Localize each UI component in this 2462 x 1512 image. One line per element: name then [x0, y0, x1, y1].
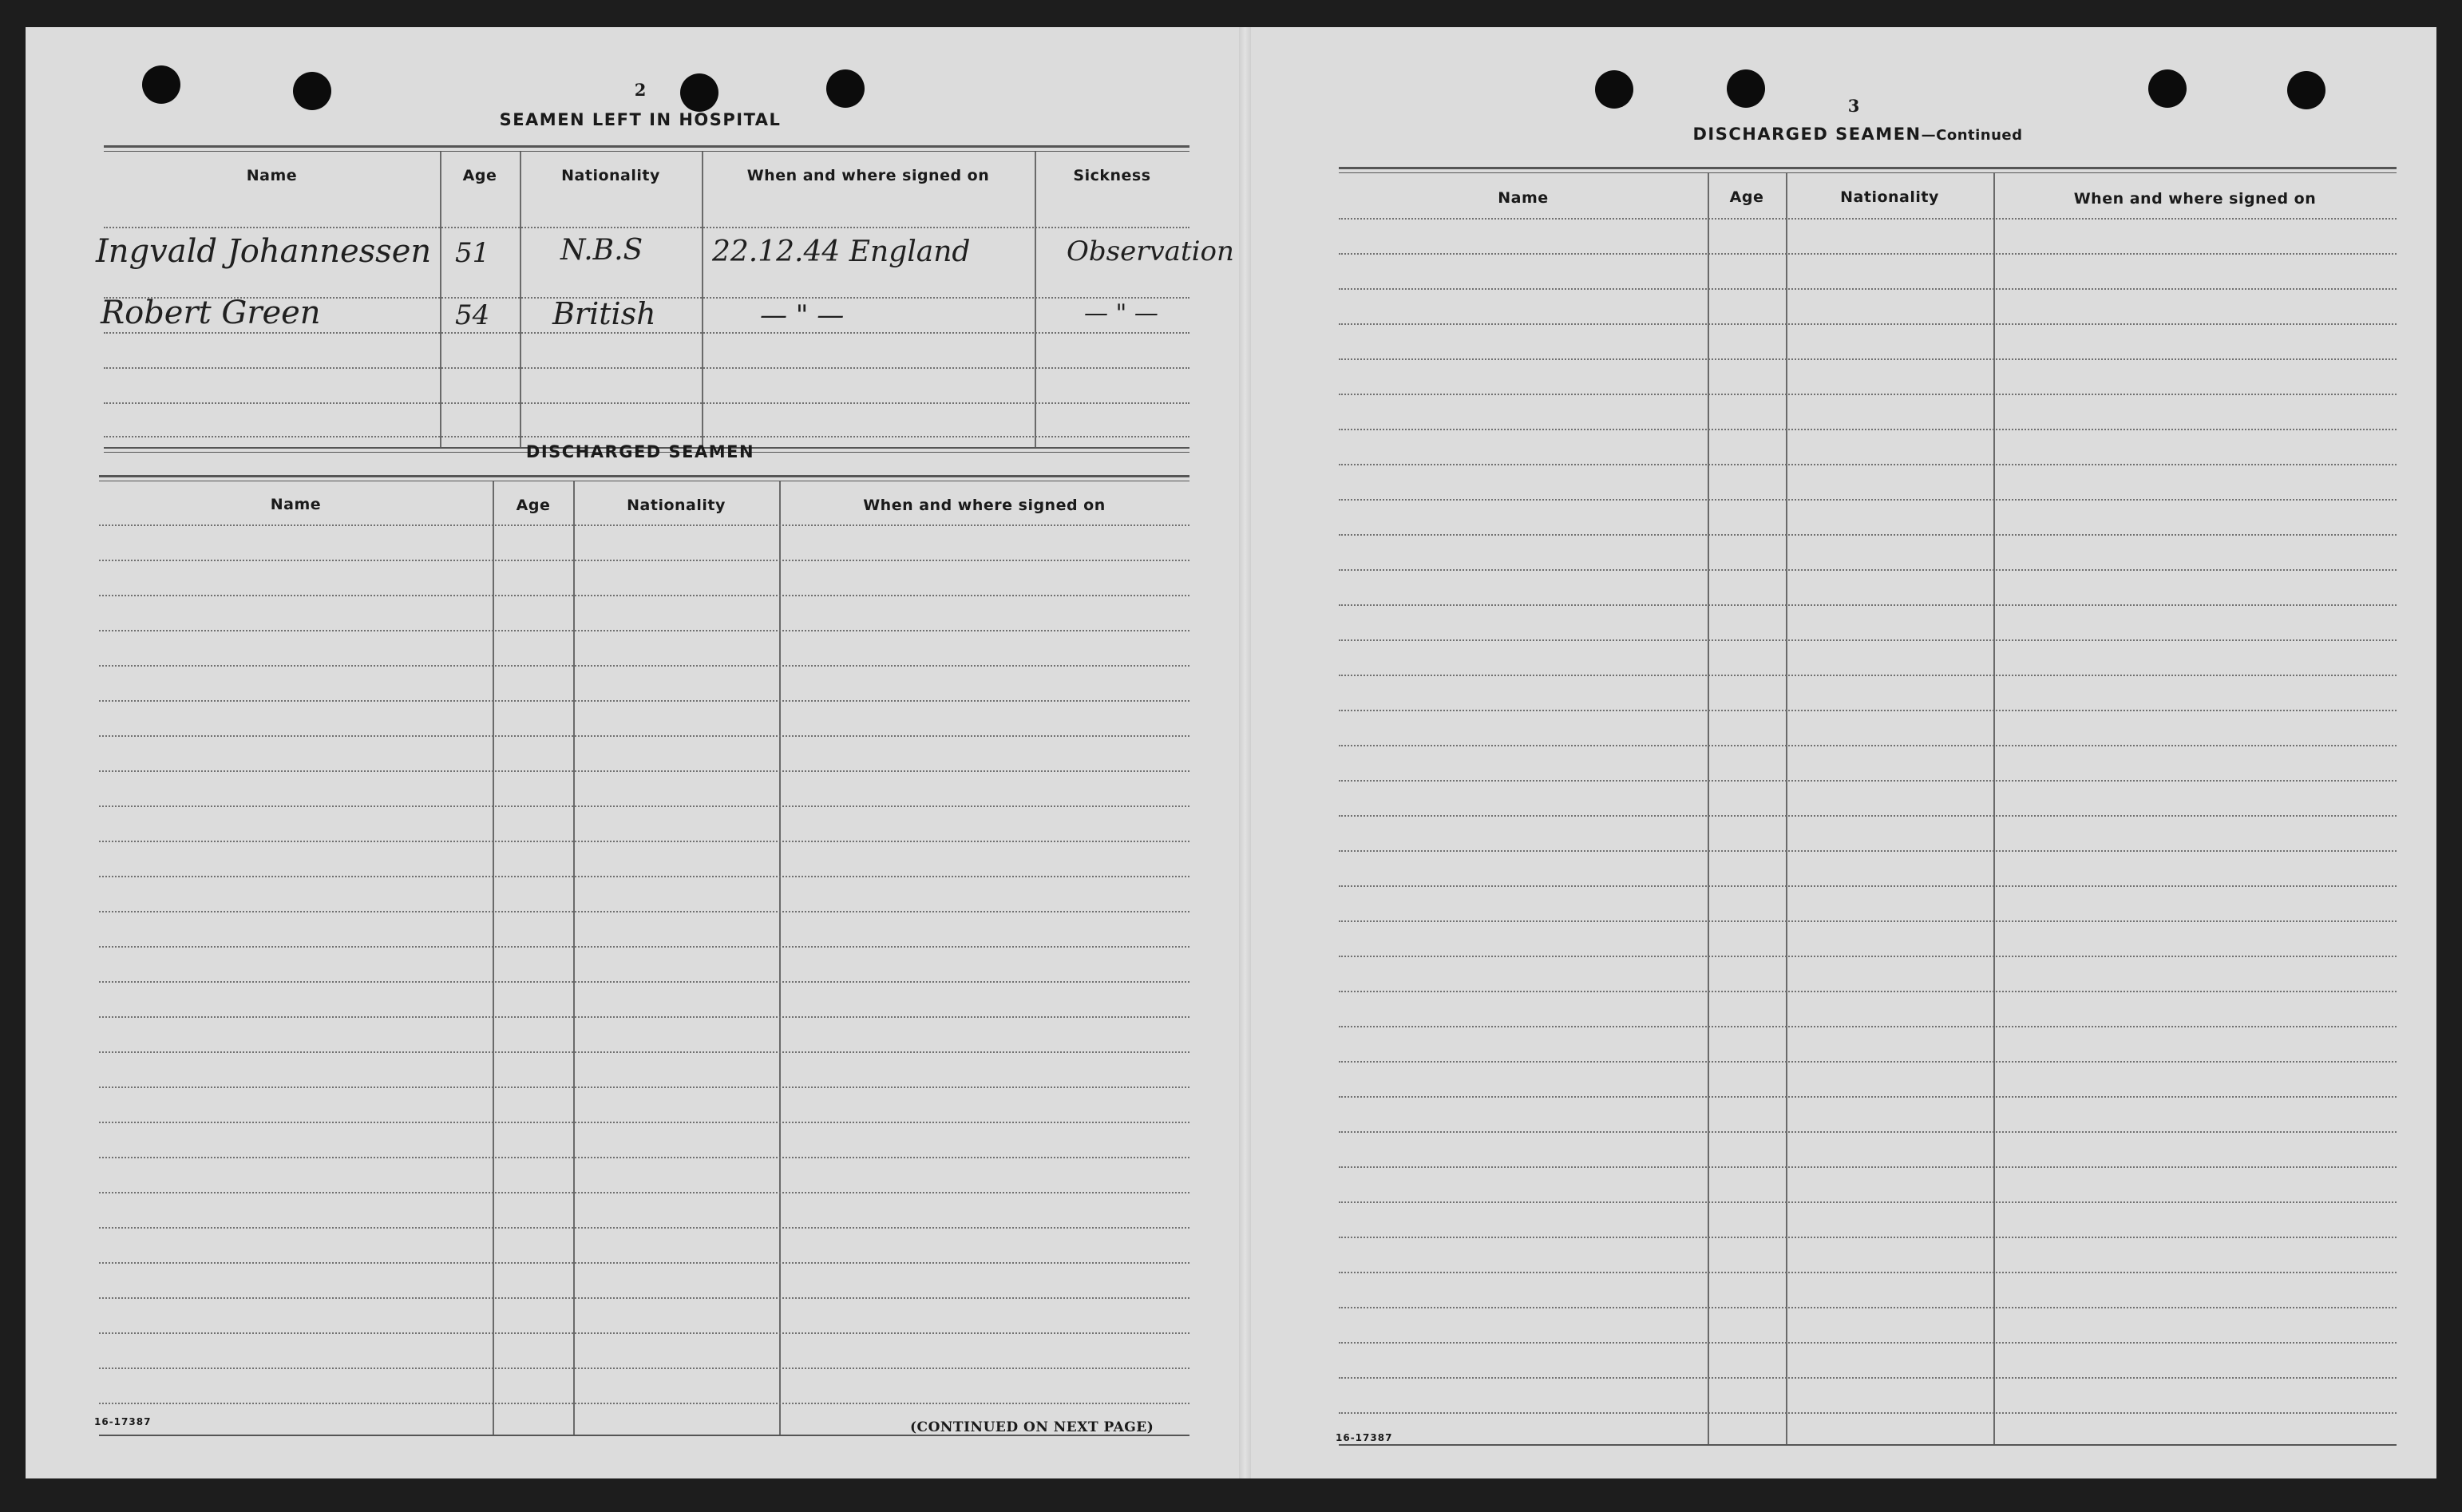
continued-note: (CONTINUED ON NEXT PAGE)	[910, 1419, 1154, 1435]
ruled-line	[1339, 815, 2397, 817]
ruled-line	[99, 1403, 1189, 1404]
form-number: 16-17387	[1336, 1432, 1393, 1443]
discharged-section-title: DISCHARGED SEAMEN	[525, 442, 755, 461]
ruled-line	[1339, 253, 2397, 255]
ruled-line	[99, 595, 1189, 596]
discharged-continued-title: DISCHARGED SEAMEN—Continued	[1692, 125, 2023, 144]
ruled-line	[1339, 956, 2397, 957]
binder-hole	[2148, 69, 2187, 108]
ruled-line	[1339, 1096, 2397, 1098]
ruled-line	[99, 700, 1189, 702]
ruled-line	[1339, 745, 2397, 746]
ruled-line	[1339, 1166, 2397, 1168]
ruled-line	[99, 630, 1189, 631]
page-left	[26, 27, 1239, 1478]
ruled-line	[1339, 780, 2397, 782]
ruled-line	[99, 1016, 1189, 1018]
ruled-line	[99, 1332, 1189, 1334]
ruled-line	[1339, 358, 2397, 360]
table-row-name: Ingvald Johannessen	[96, 233, 432, 270]
hospital-section-title: SEAMEN LEFT IN HOSPITAL	[499, 110, 782, 129]
ruled-line	[1339, 323, 2397, 325]
page-right	[1251, 27, 2436, 1478]
ruled-line	[1339, 1131, 2397, 1133]
ruled-line	[99, 1368, 1189, 1369]
ruled-line	[1339, 1412, 2397, 1414]
binder-hole	[142, 65, 180, 104]
binder-hole	[293, 72, 331, 110]
ruled-line	[99, 1157, 1189, 1158]
binder-hole	[2287, 71, 2325, 109]
column-header-age: Age	[516, 497, 551, 514]
ruled-line	[99, 805, 1189, 807]
table-row-sickness: — " —	[1084, 299, 1158, 327]
column-header-sickness: Sickness	[1073, 167, 1151, 184]
ruled-line	[1339, 1272, 2397, 1273]
form-number: 16-17387	[94, 1416, 152, 1427]
binder-hole	[826, 69, 865, 108]
ruled-line	[99, 1297, 1189, 1299]
table-row-signed-on: 22.12.44 England	[712, 236, 971, 268]
ruled-line	[99, 1122, 1189, 1123]
hospital-table	[96, 145, 1234, 457]
ruled-line	[1339, 429, 2397, 430]
table-row-age: 54	[455, 299, 490, 331]
column-header-age: Age	[1729, 188, 1764, 206]
ruled-line	[1339, 1026, 2397, 1027]
column-header-name: Name	[1498, 189, 1549, 207]
ruled-line	[1339, 885, 2397, 887]
discharged-table	[99, 475, 1189, 1441]
ruled-line	[99, 981, 1189, 983]
column-header-name: Name	[270, 496, 322, 513]
table-row-age: 51	[455, 237, 490, 269]
binder-hole	[680, 73, 718, 112]
ruled-line	[1339, 499, 2397, 501]
ruled-line	[99, 1051, 1189, 1053]
ruled-line	[99, 1087, 1189, 1088]
ruled-line	[1339, 569, 2397, 571]
column-header-name: Name	[246, 167, 298, 184]
ruled-line	[1339, 1377, 2397, 1379]
ruled-line	[1339, 1237, 2397, 1238]
table-row-nationality: British	[552, 296, 656, 331]
ruled-line	[99, 524, 1189, 526]
ruled-line	[99, 735, 1189, 737]
ruled-line	[1339, 604, 2397, 606]
ruled-line	[1339, 920, 2397, 922]
binder-hole	[1727, 69, 1765, 108]
column-header-signed-on: When and where signed on	[746, 167, 990, 184]
table-row-name: Robert Green	[101, 295, 321, 331]
column-header-signed-on: When and where signed on	[2073, 190, 2317, 208]
column-header-nationality: Nationality	[627, 497, 726, 514]
column-header-nationality: Nationality	[561, 167, 660, 184]
binder-hole	[1595, 70, 1633, 109]
ruled-line	[1339, 218, 2397, 220]
page-number: 2	[634, 80, 647, 100]
column-header-signed-on: When and where signed on	[863, 497, 1106, 514]
page-gutter	[1239, 27, 1251, 1478]
table-row-nationality: N.B.S	[560, 234, 643, 267]
ruled-line	[1339, 1342, 2397, 1344]
ruled-line	[99, 841, 1189, 842]
page-number: 3	[1847, 96, 1860, 116]
scanned-document	[26, 27, 2436, 1478]
ruled-line	[1339, 1307, 2397, 1308]
ruled-line	[99, 560, 1189, 561]
table-row-signed-on: — " —	[760, 299, 845, 331]
discharged-continued-table	[1339, 167, 2397, 1452]
ruled-line	[1339, 464, 2397, 465]
ruled-line	[99, 770, 1189, 772]
ruled-line	[99, 1262, 1189, 1264]
ruled-line	[1339, 850, 2397, 852]
ruled-line	[1339, 710, 2397, 711]
column-header-nationality: Nationality	[1840, 188, 1939, 206]
ruled-line	[1339, 534, 2397, 536]
ruled-line	[99, 1192, 1189, 1193]
ruled-line	[1339, 1201, 2397, 1203]
ruled-line	[99, 665, 1189, 667]
table-row-sickness: Observation	[1067, 236, 1234, 267]
ruled-line	[1339, 394, 2397, 395]
ruled-line	[99, 946, 1189, 948]
ruled-line	[1339, 288, 2397, 290]
ruled-line	[1339, 991, 2397, 992]
ruled-line	[1339, 675, 2397, 676]
ruled-line	[99, 1227, 1189, 1229]
column-header-age: Age	[462, 167, 497, 184]
ruled-line	[1339, 1061, 2397, 1063]
ruled-line	[99, 911, 1189, 912]
ruled-line	[99, 876, 1189, 877]
ruled-line	[1339, 639, 2397, 641]
